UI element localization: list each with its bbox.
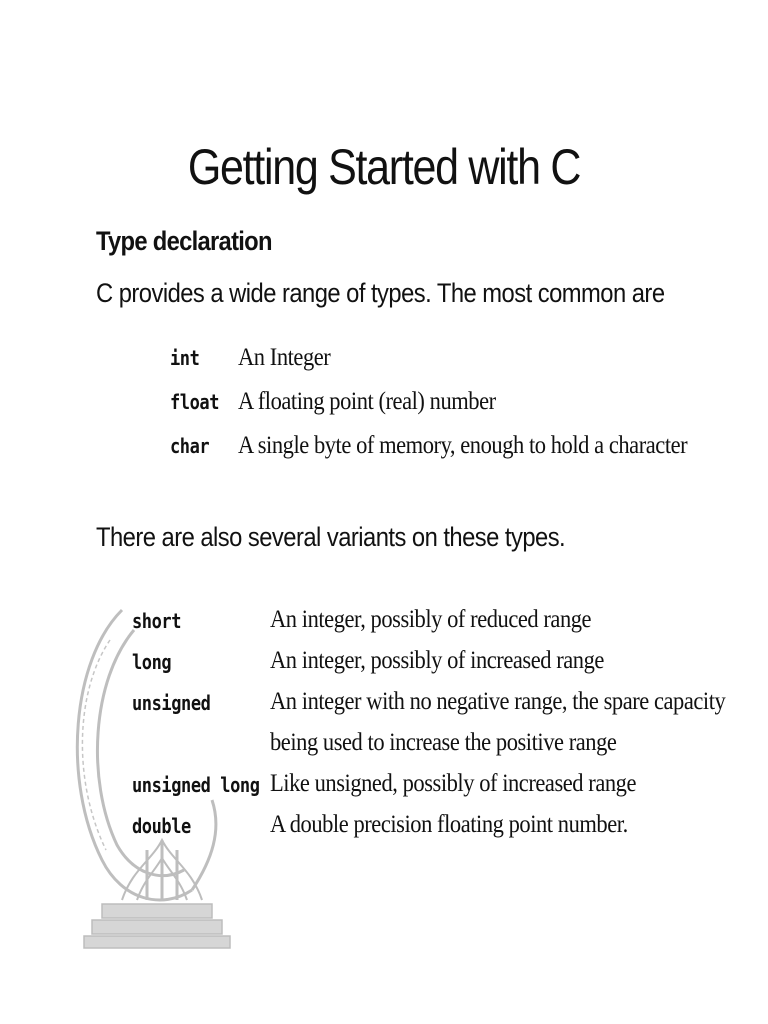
- type-keyword: unsigned: [132, 691, 211, 715]
- type-keyword: unsigned long: [132, 773, 260, 797]
- intro-text: C provides a wide range of types. The most common are: [96, 278, 665, 308]
- type-description: An integer, possibly of increased range: [270, 647, 604, 674]
- type-description: Like unsigned, possibly of increased range: [270, 770, 637, 797]
- section-heading: Type declaration: [96, 226, 272, 256]
- type-keyword: short: [132, 609, 182, 633]
- type-description: being used to increase the positive range: [270, 729, 617, 756]
- type-keyword: double: [132, 814, 191, 838]
- type-keyword: char: [170, 434, 210, 458]
- type-description: An Integer: [238, 344, 331, 371]
- variants-intro-text: There are also several variants on these types.: [96, 522, 566, 552]
- type-description: A floating point (real) number: [238, 388, 496, 415]
- type-keyword: float: [170, 390, 220, 414]
- type-description: A double precision floating point number.: [270, 811, 628, 838]
- type-keyword: long: [132, 650, 172, 674]
- type-description: A single byte of memory, enough to hold a character: [238, 432, 688, 459]
- type-keyword: int: [170, 346, 200, 370]
- type-description: An integer with no negative range, the spare capacity: [270, 688, 726, 715]
- slide-title: Getting Started with C: [187, 139, 581, 195]
- type-description: An integer, possibly of reduced range: [270, 606, 592, 633]
